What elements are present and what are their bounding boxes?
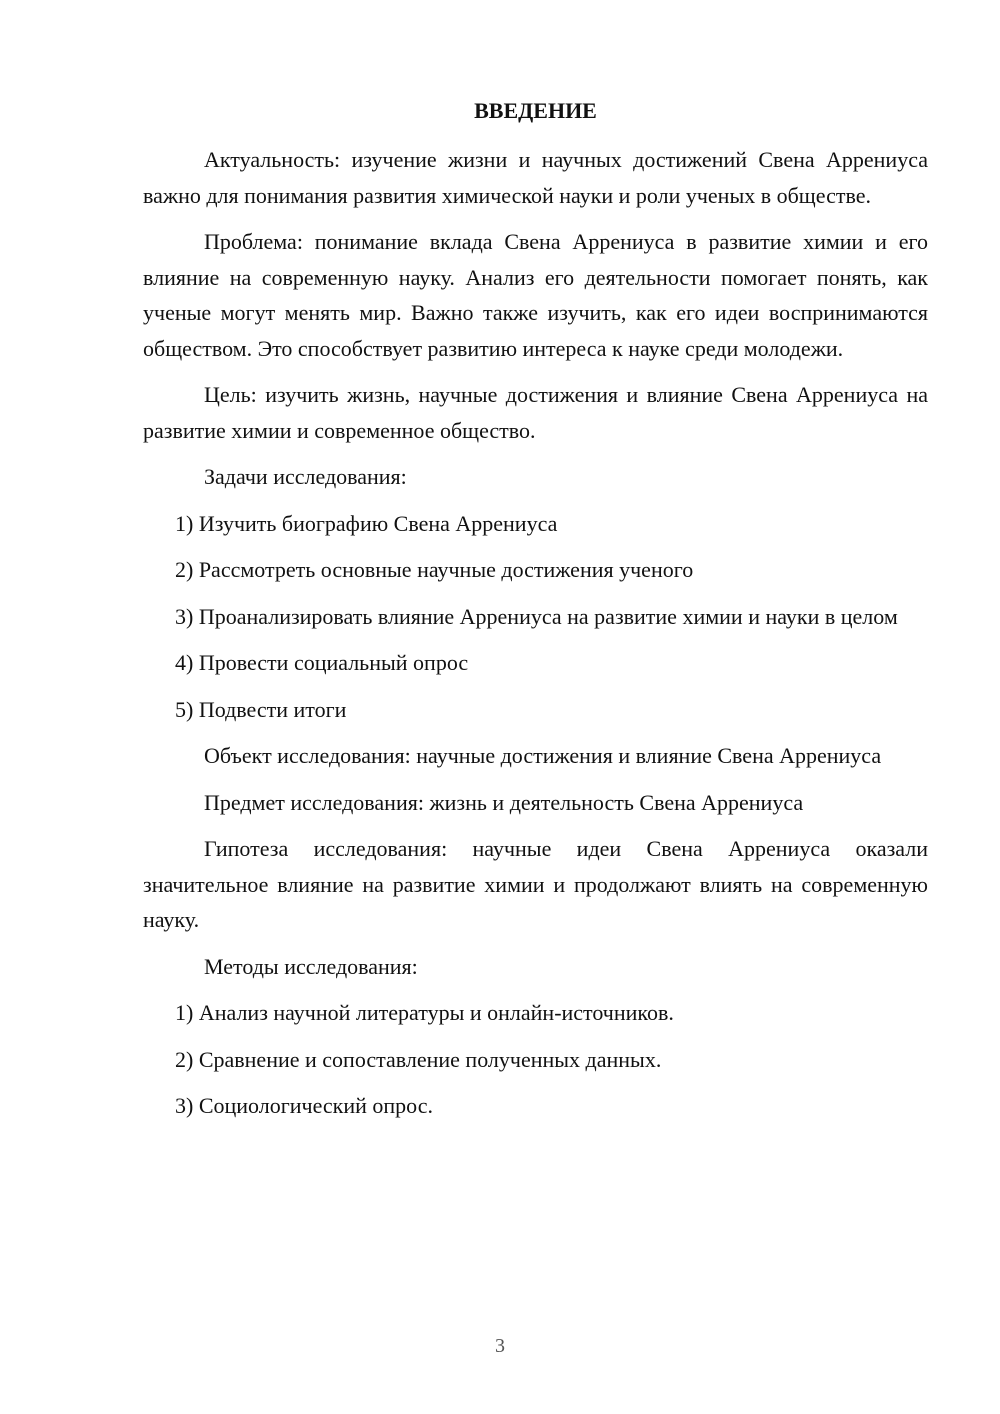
task-item: 1) Изучить биографию Свена Аррениуса xyxy=(175,510,558,536)
methods-heading: Методы исследования: xyxy=(204,953,418,979)
tasks-heading: Задачи исследования: xyxy=(204,464,407,489)
hypothesis-paragraph: Гипотеза исследования: научные идеи Свена Аррениуса оказали значительное влияние на развитие химии и продолжают влиять на современную науку. xyxy=(143,836,928,932)
section-heading: ВВЕДЕНИЕ xyxy=(474,98,597,123)
methods-list xyxy=(143,995,928,1124)
subject-paragraph: Предмет исследования: жизнь и деятельность Свена Аррениуса xyxy=(204,789,804,815)
method-item: 2) Сравнение и сопоставление полученных данных. xyxy=(175,1046,662,1072)
method-item: 3) Социологический опрос. xyxy=(175,1093,433,1118)
object-paragraph: Объект исследования: научные достижения и влияние Свена Аррениуса xyxy=(204,743,882,768)
relevance-paragraph: Актуальность: изучение жизни и научных достижений Свена Аррениуса важно для понимания развития химической науки и роли ученых в обществе. xyxy=(143,147,928,208)
task-item: 2) Рассмотреть основные научные достижения ученого xyxy=(175,557,694,582)
tasks-list xyxy=(143,506,928,728)
method-item: 1) Анализ научной литературы и онлайн-источников. xyxy=(175,1000,674,1025)
goal-paragraph: Цель: изучить жизнь, научные достижения и влияние Свена Аррениуса на развитие химии и современное общество. xyxy=(143,382,928,443)
document-page xyxy=(143,94,928,1135)
page-number: 3 xyxy=(495,1335,505,1357)
task-item: 4) Провести социальный опрос xyxy=(175,650,469,675)
task-item: 5) Подвести итоги xyxy=(175,696,347,722)
task-item: 3) Проанализировать влияние Аррениуса на развитие химии и науки в целом xyxy=(175,603,898,629)
problem-paragraph: Проблема: понимание вклада Свена Аррениуса в развитие химии и его влияние на современную науку. Анализ его деятельности помогает понять, как ученые могут менять мир. Важно также изучить, как его идеи воспринимаются обществом. Это способствует развитию интереса к науке среди молодежи. xyxy=(143,229,928,361)
